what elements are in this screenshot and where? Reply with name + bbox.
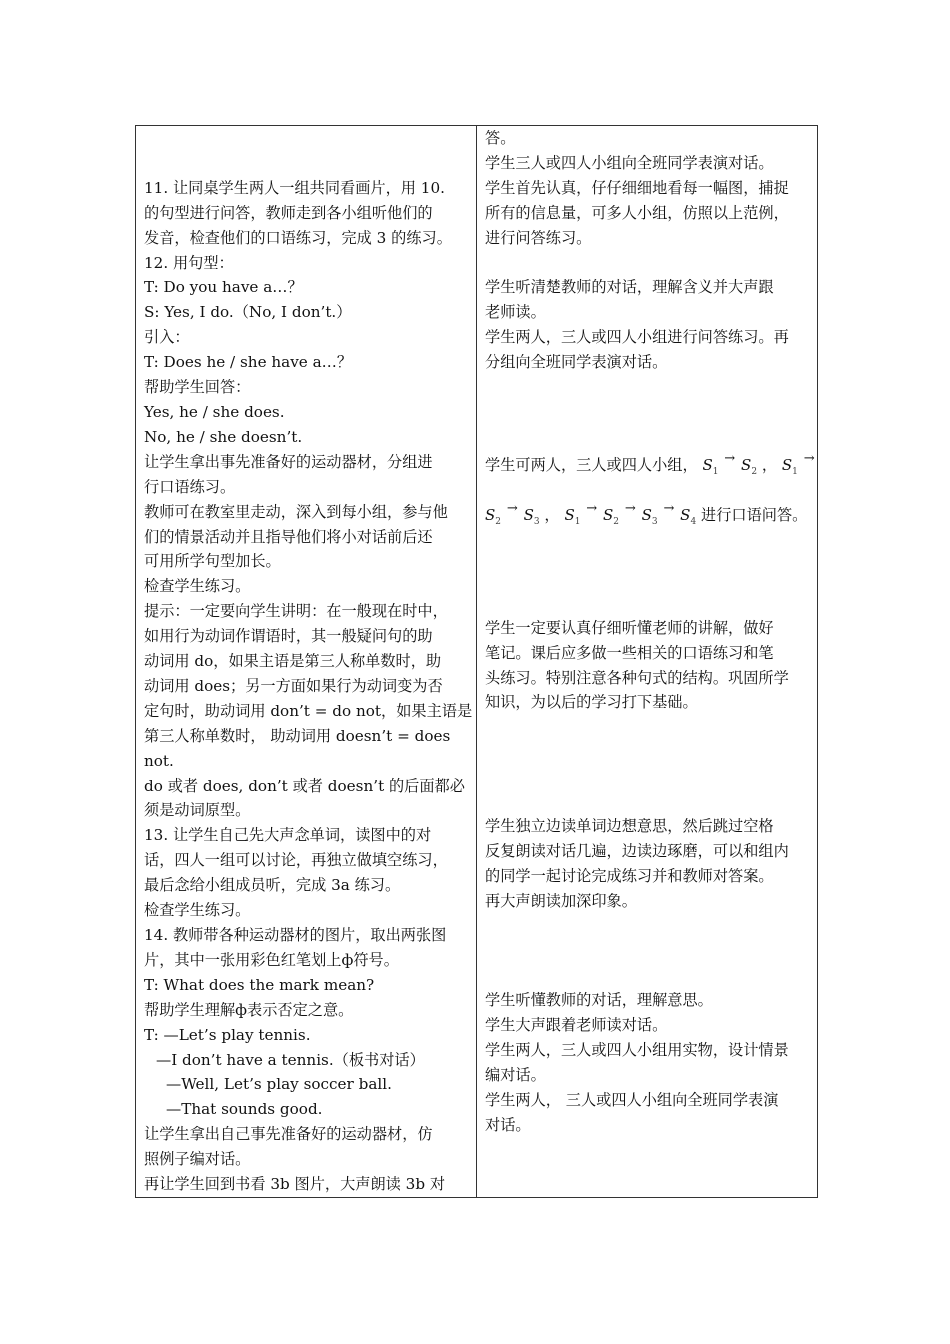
text-line: 检查学生练习。 — [144, 901, 251, 920]
text-line: 分组向全班同学表演对话。 — [485, 353, 668, 372]
text-line: 13. 让学生自己先大声念单词，读图中的对 — [144, 826, 432, 845]
text-line: T: Does he / she have a…？ — [144, 353, 353, 372]
text-line: 12. 用句型： — [144, 253, 234, 272]
text-line: 学生两人， 三人或四人小组向全班同学表演 — [485, 1090, 779, 1109]
text-line: 学生首先认真，仔仔细细地看每一幅图，捕捉 — [485, 178, 789, 197]
text-line: 进行问答练习。 — [485, 228, 592, 247]
text-line: T: Do you have a…？ — [144, 278, 303, 297]
text-line: 让学生拿出事先准备好的运动器材，分组进 — [144, 452, 433, 471]
text-line: 笔记。课后应多做一些相关的口语练习和笔 — [485, 643, 774, 662]
spacer — [485, 914, 809, 988]
spacer — [485, 375, 809, 400]
text-line: 检查学生练习。 — [144, 577, 251, 596]
s2-symbol: $S_2$ — [603, 505, 620, 527]
text-line: 答。 — [485, 129, 516, 147]
text-line: 头练习。特别注意各种句式的结构。巩固所学 — [485, 668, 789, 687]
text-line: 提示：一定要向学生讲明：在一般现在时中， — [144, 602, 448, 621]
rotation-formula-line — [485, 498, 809, 532]
text-line: 学生独立边读单词边想意思，然后跳过空格 — [485, 817, 774, 836]
text-line: 对话。 — [485, 1115, 531, 1134]
arrow-icon: → — [586, 500, 598, 516]
student-activity-cell — [477, 126, 818, 1198]
text-line: T: What does the mark mean? — [144, 975, 375, 994]
text-span: 学生可两人，三人或四人小组， — [485, 455, 698, 474]
s1-symbol: $S_1$ — [702, 455, 719, 477]
arrow-icon: → — [624, 500, 636, 516]
text-line: —I don’t have a tennis.（板书对话） — [156, 1050, 425, 1069]
text-line: 的同学一起讨论完成练习并和教师对答案。 — [485, 867, 774, 886]
text-line: 帮助学生回答： — [144, 378, 251, 397]
text-line: 行口语练习。 — [144, 477, 236, 496]
comma: ， — [544, 505, 560, 524]
text-line: do 或者 does, don’t 或者 doesn’t 的后面都必 — [144, 776, 465, 795]
text-line: S: Yes, I do.（No, I don’t.） — [144, 303, 352, 322]
spacer — [485, 251, 809, 276]
s4-symbol: $S_4$ — [680, 505, 697, 527]
arrow-icon: → — [506, 500, 518, 516]
text-line: T: —Let’s play tennis. — [144, 1025, 311, 1044]
text-line: 知识，为以后的学习打下基础。 — [485, 693, 698, 712]
spacer — [485, 532, 809, 616]
text-line: 发音，检查他们的口语练习，完成 3 的练习。 — [144, 228, 452, 247]
text-line: 定句时，助动词用 don’t = do not，如果主语是 — [144, 701, 473, 720]
text-line: 如用行为动词作谓语时，其一般疑问句的助 — [144, 627, 433, 646]
text-span: 进行口语问答。 — [701, 505, 808, 524]
text-line: 学生两人，三人或四人小组用实物，设计情景 — [485, 1040, 789, 1059]
text-line: 动词用 does；另一方面如果行为动词变为否 — [144, 676, 443, 695]
text-line: 学生大声跟着老师读对话。 — [485, 1015, 668, 1034]
s3-symbol: $S_3$ — [641, 505, 658, 527]
text-line: 须是动词原型。 — [144, 801, 251, 820]
text-line: 编对话。 — [485, 1065, 546, 1084]
text-line: 话，四人一组可以讨论，再独立做填空练习， — [144, 851, 448, 870]
lesson-plan-table — [135, 125, 818, 1198]
rotation-formula-line — [485, 450, 815, 498]
text-line: Yes, he / she does. — [144, 402, 285, 421]
text-line: 再让学生回到书看 3b 图片，大声朗读 3b 对 — [144, 1175, 446, 1194]
text-line: 14. 教师带各种运动器材的图片，取出两张图 — [144, 926, 447, 944]
s2-symbol: $S_2$ — [485, 505, 502, 527]
text-line: 最后念给小组成员听，完成 3a 练习。 — [144, 876, 401, 895]
spacer — [485, 715, 809, 814]
arrow-icon: → — [803, 450, 815, 466]
spacer — [485, 400, 809, 425]
s1-symbol: $S_1$ — [781, 455, 798, 477]
text-line: 学生三人或四人小组向全班同学表演对话。 — [485, 153, 774, 172]
text-line: 反复朗读对话几遍，边读边琢磨，可以和组内 — [485, 842, 789, 861]
text-line: —That sounds good. — [166, 1100, 323, 1119]
text-line: 们的情景活动并且指导他们将小对话前后还 — [144, 527, 433, 546]
text-line: 教师可在教室里走动，深入到每小组，参与他 — [144, 502, 448, 521]
text-line: 第三人称单数时， 助动词用 doesn’t = does — [144, 726, 451, 745]
text-line: —Well, Let’s play soccer ball. — [166, 1075, 392, 1094]
text-line: 老师读。 — [485, 303, 546, 322]
arrow-icon: → — [724, 450, 736, 466]
text-line: 学生听清楚教师的对话，理解含义并大声跟 — [485, 278, 774, 297]
text-line: 再大声朗读加深印象。 — [485, 892, 637, 911]
arrow-icon: → — [663, 500, 675, 516]
text-line: 动词用 do，如果主语是第三人称单数时，助 — [144, 652, 442, 671]
text-line: 照例子编对话。 — [144, 1150, 251, 1169]
comma: ， — [761, 455, 778, 474]
text-line: 学生两人，三人或四人小组进行问答练习。再 — [485, 328, 789, 347]
text-line: 帮助学生理解ф表示否定之意。 — [144, 1000, 354, 1019]
s1-symbol: $S_1$ — [564, 505, 581, 527]
text-line: 片，其中一张用彩色红笔划上ф符号。 — [144, 950, 399, 969]
text-line: 让学生拿出自己事先准备好的运动器材，仿 — [144, 1125, 433, 1144]
s3-symbol: $S_3$ — [523, 505, 540, 527]
text-line — [144, 126, 468, 151]
text-line — [144, 151, 468, 176]
spacer — [485, 425, 809, 450]
text-line: 学生听懂教师的对话，理解意思。 — [485, 990, 713, 1009]
teacher-activity-cell — [136, 126, 477, 1198]
s2-symbol: $S_2$ — [741, 455, 758, 477]
table-row — [136, 126, 818, 1198]
text-line: 所有的信息量，可多人小组，仿照以上范例， — [485, 203, 789, 222]
text-line: No, he / she doesn’t. — [144, 427, 303, 446]
text-line: 11. 让同桌学生两人一组共同看画片，用 10. — [144, 178, 445, 197]
text-line: 可用所学句型加长。 — [144, 552, 281, 571]
text-line: 的句型进行问答，教师走到各小组听他们的 — [144, 203, 433, 222]
text-line: 学生一定要认真仔细听懂老师的讲解，做好 — [485, 618, 774, 637]
text-line: 引入： — [144, 328, 190, 347]
text-line: not. — [144, 751, 174, 770]
